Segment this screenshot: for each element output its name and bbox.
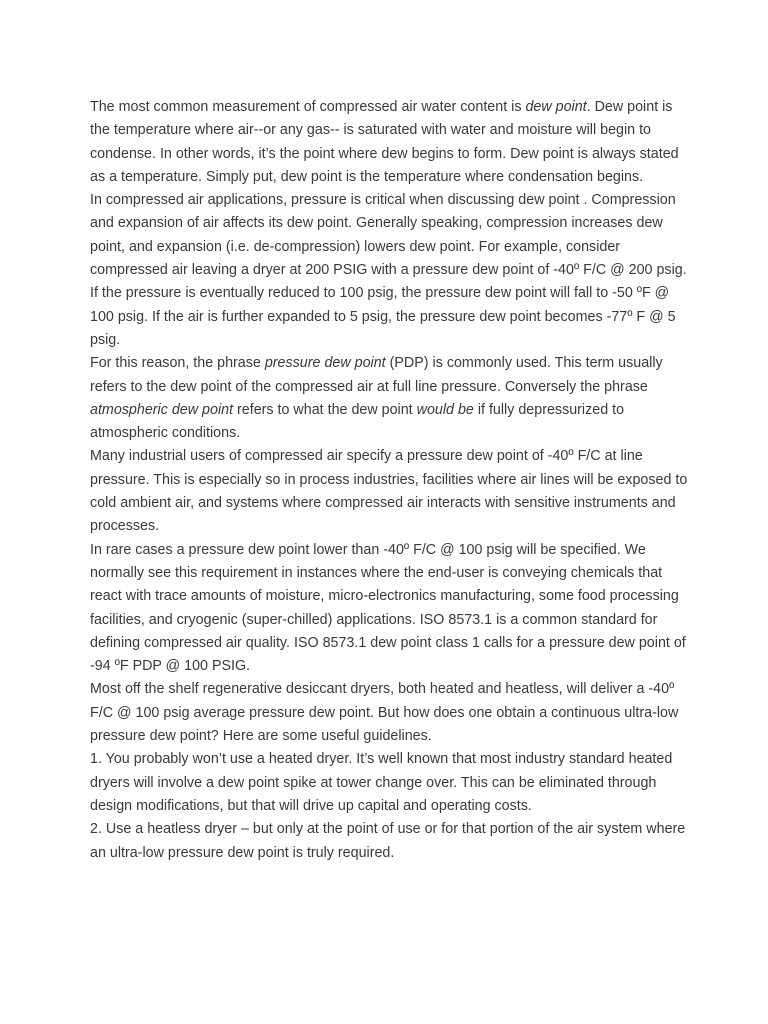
text-run: The most common measurement of compressed air water content is [90,99,526,115]
text-run: In compressed air applications, pressure is critical when discussing dew point . Compression and expansion of air affects its dew point. Generally speaking, compression increases dew point, and expansion (i.e. de-compression) lowers dew point. For example, consider compressed air leaving a dryer at 200 PSIG with a pressure dew point of -40º F/C @ 200 psig. If the pressure is eventually reduced to 100 psig, the pressure dew point will fall to -50 ºF @ 100 psig. If the air is further expanded to 5 psig, the pressure dew point becomes -77º F @ 5 psig. [90,192,687,348]
italic-term-dew-point: dew point [525,99,587,115]
paragraph-pressure-effects [90,189,690,352]
paragraph-guideline-2 [90,818,690,865]
paragraph-industrial-users [90,445,690,538]
text-run: For this reason, the phrase [90,355,265,372]
paragraph-guideline-1 [90,748,690,818]
text-run: Most off the shelf regenerative desiccant dryers, both heated and heatless, will deliver a -40º F/C @ 100 psig average pressure dew point. But how does one obtain a continuous ultra-low pressure dew point? Here are some useful guidelines. [90,681,679,745]
text-run: In rare cases a pressure dew point lower than -40º F/C @ 100 psig will be specified. We normally see this requirement in instances where the end-user is conveying chemicals that react with trace amounts of moisture, micro-electronics manufacturing, some food processing facilities, and cryogenic (super-chilled) applications. ISO 8573.1 is a common standard for defining compressed air quality. ISO 8573.1 dew point class 1 calls for a pressure dew point of -94 ºF PDP @ 100 PSIG. [90,541,686,675]
text-run: 1. You probably won’t use a heated dryer. It’s well known that most industry standard heated dryers will involve a dew point spike at tower change over. This can be eliminated through design modifications, but that will drive up capital and operating costs. [90,751,673,814]
paragraph-dew-point-definition [90,96,690,189]
body-text [90,96,690,865]
text-run: Many industrial users of compressed air specify a pressure dew point of -40º F/C at line pressure. This is especially so in process industries, facilities where air lines will be exposed to cold ambient air, and systems where compressed air interacts with sensitive instruments and processes. [90,448,688,535]
text-run: refers to what the dew point [233,401,417,418]
paragraph-pdp-definition [90,352,690,445]
text-run: . Dew point is the temperature where air--or any gas-- is saturated with water and moisture will begin to condense. In other words, it’s the point where dew begins to form. Dew point is always stated as a temperature. Simply put, dew point is the temperature where condensation begins. [90,99,679,185]
italic-term-would-be: would be [416,401,474,418]
italic-term-pressure-dew-point: pressure dew point [264,355,386,372]
paragraph-desiccant-dryers [90,678,690,748]
text-run: 2. Use a heatless dryer – but only at the point of use or for that portion of the air system where an ultra-low pressure dew point is truly required. [90,821,686,861]
text-run: (PDP) is commonly used. This term usually refers to the dew point of the compressed air at full line pressure. Conversely the phrase [90,355,663,395]
italic-term-atmospheric-dew-point: atmospheric dew point [90,401,234,418]
paragraph-rare-cases [90,539,690,679]
text-run: if fully depressurized to atmospheric conditions. [90,401,625,442]
